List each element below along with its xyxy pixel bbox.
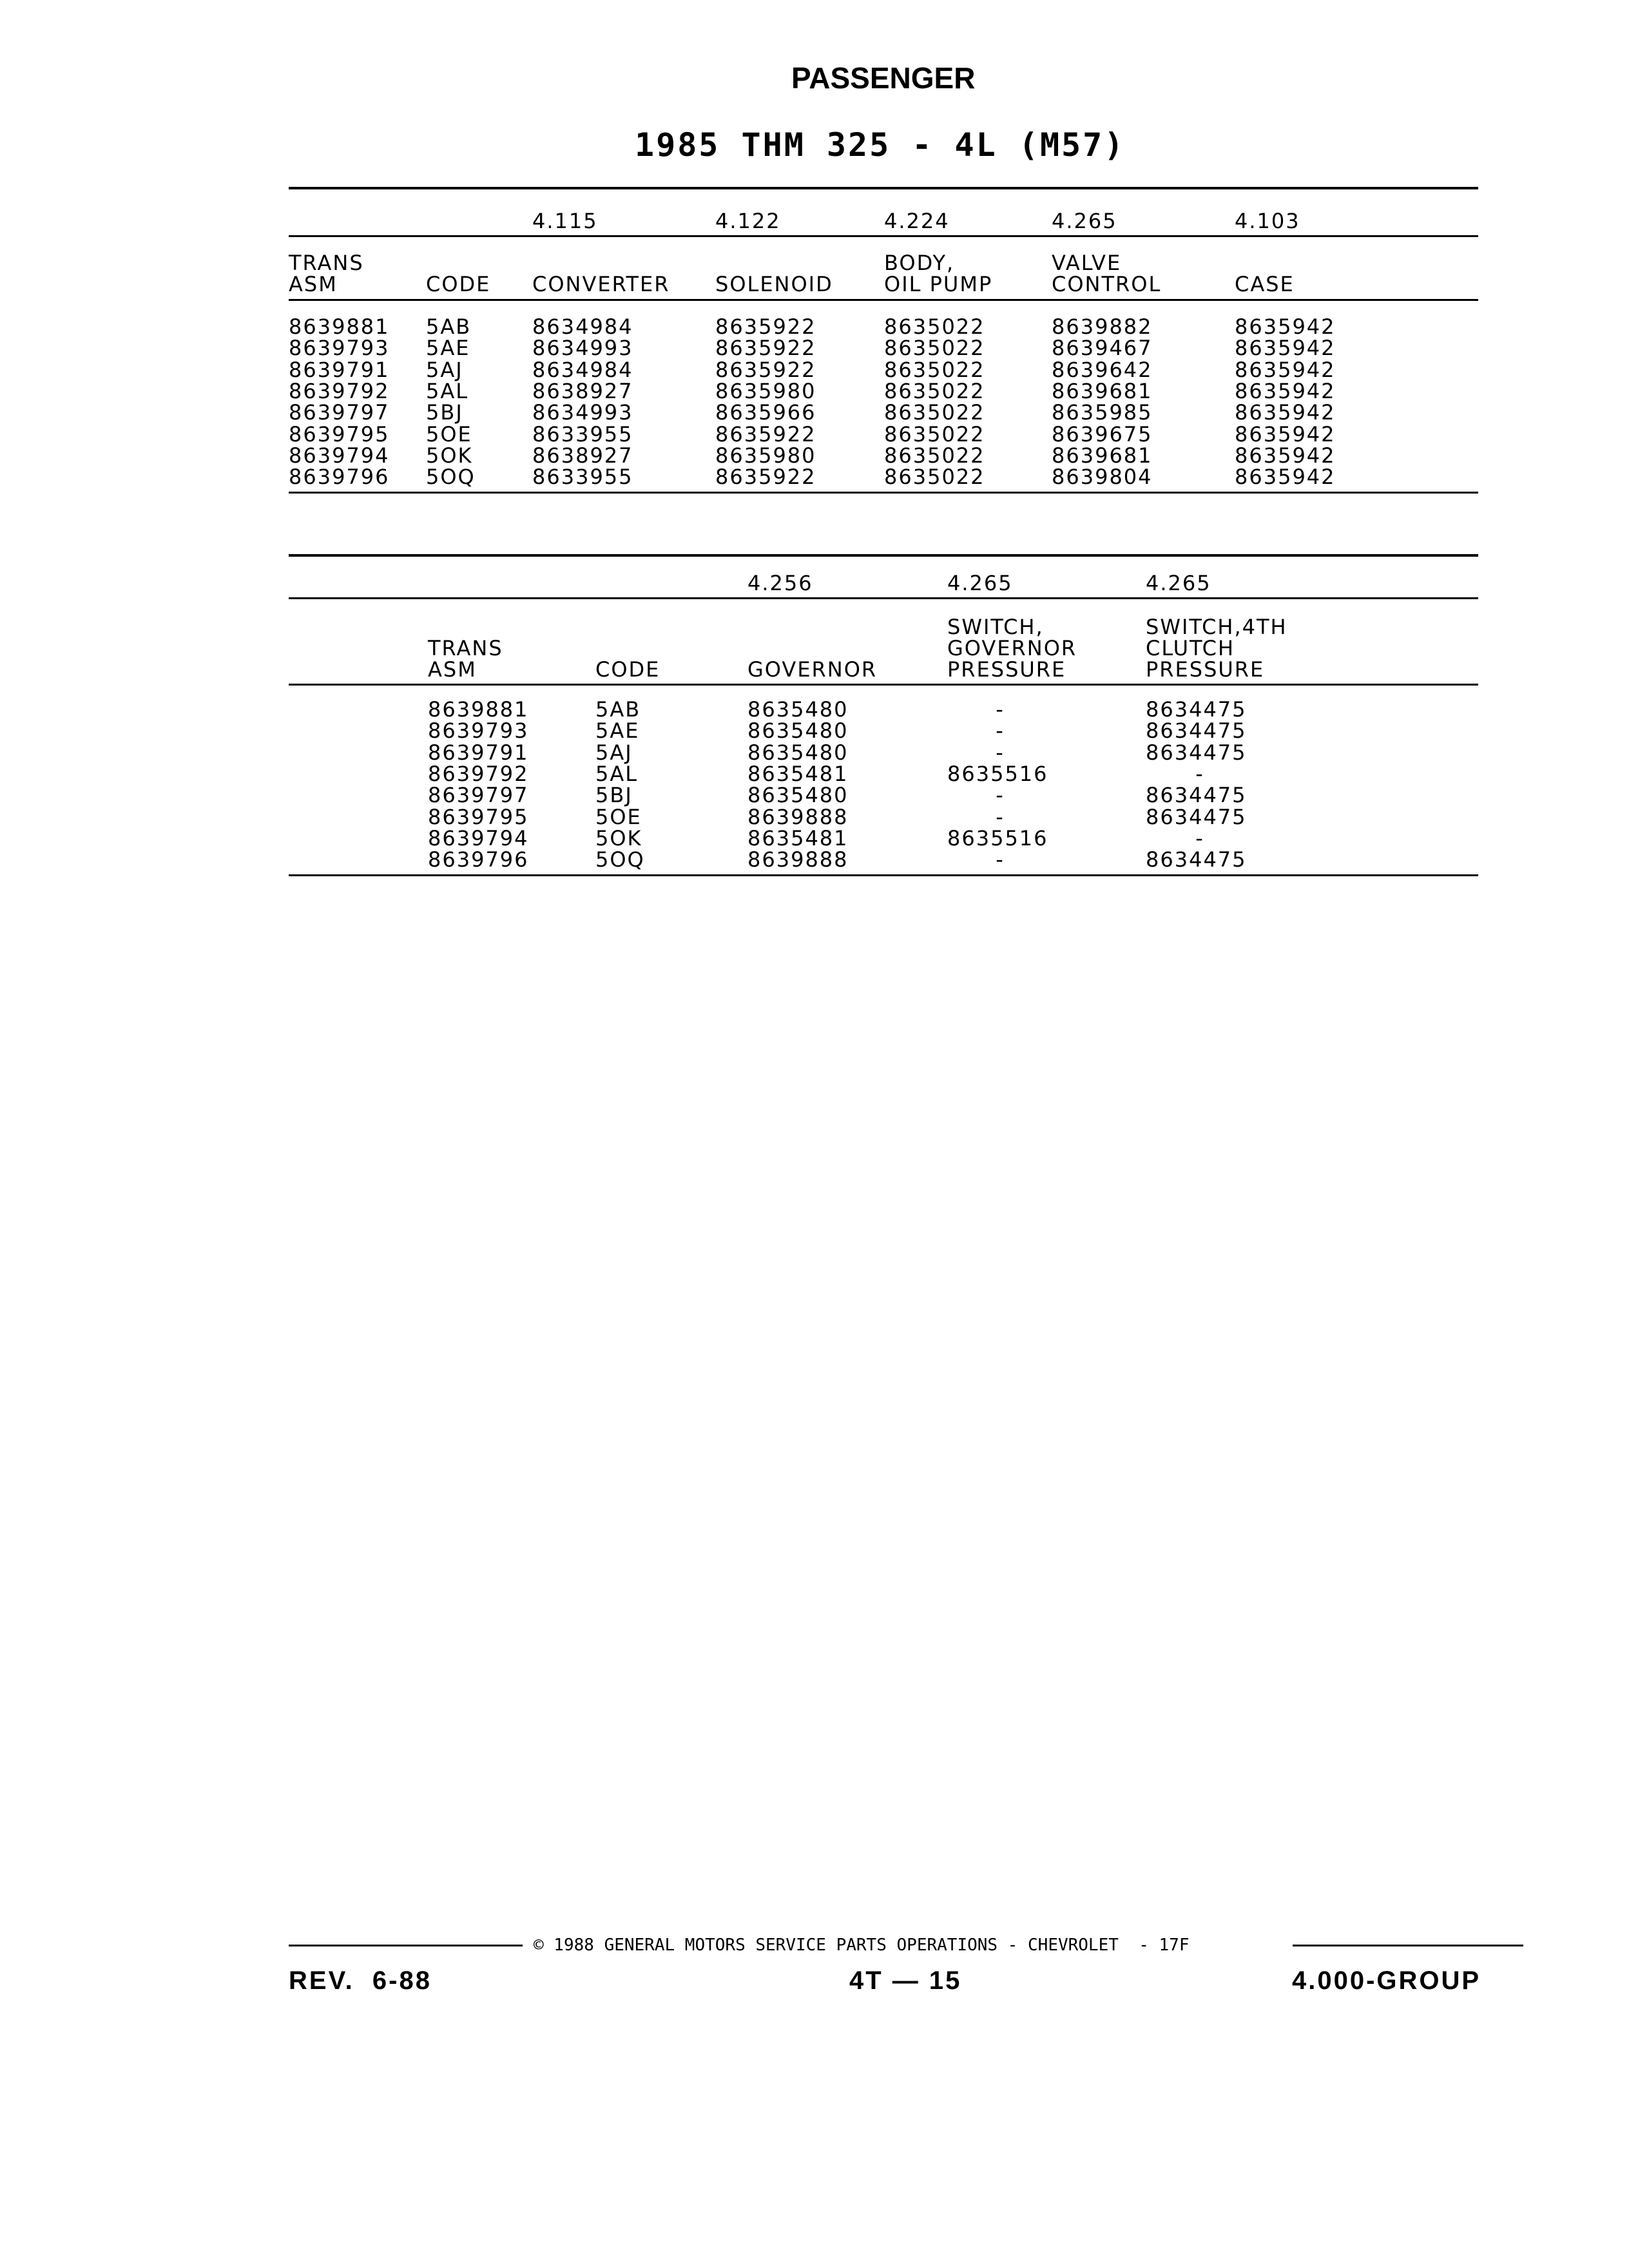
table2-cell: -	[1195, 761, 1204, 786]
table1-cell: 8635922	[715, 357, 816, 382]
table1-column-header: CONVERTER	[532, 272, 670, 296]
table2-cell: 8639791	[428, 740, 529, 765]
table1-cell: 8639795	[289, 421, 390, 447]
table1-group-number: 4.103	[1235, 209, 1300, 233]
table1-cell: 8634984	[532, 357, 633, 382]
table2-cell: 5AE	[595, 718, 640, 744]
table2-cell: 5BJ	[595, 783, 633, 808]
table2-cell: 8639888	[747, 847, 849, 872]
footer-rule-right	[1293, 1945, 1523, 1946]
table2-group-number: 4.265	[947, 571, 1013, 595]
table2-cell: 8634475	[1146, 847, 1247, 872]
table1-cell: 8635922	[715, 421, 816, 447]
table1-cell: 8635022	[884, 465, 985, 490]
table1-cell: 8634993	[532, 400, 633, 425]
table2-cell: 8634475	[1146, 783, 1247, 808]
footer-rule-left	[289, 1945, 523, 1946]
table2-cell: 8639794	[428, 825, 529, 850]
table2-cell: 8635480	[747, 783, 849, 808]
table2-column-header: GOVERNOR	[747, 657, 878, 682]
table2-cell: 5OK	[595, 825, 642, 850]
page-title: PASSENGER	[791, 61, 976, 95]
table1-cell: 5AL	[426, 378, 469, 403]
table1-top-rule	[289, 187, 1478, 189]
table1-cell: 8635022	[884, 378, 985, 403]
table2-cell: -	[1195, 825, 1204, 850]
table1-cell: 8635922	[715, 314, 816, 339]
table1-cell: 8638927	[532, 443, 633, 468]
table2-column-header: CLUTCH	[1146, 636, 1235, 660]
table2-column-header: SWITCH,	[947, 615, 1044, 639]
table1-cell: 8635942	[1235, 465, 1336, 490]
table2-cell: 8634475	[1146, 740, 1247, 765]
table1-cell: 8635022	[884, 336, 985, 361]
table2-column-header: PRESSURE	[947, 657, 1066, 682]
table2-cell: 8639795	[428, 804, 529, 829]
table1-cell: 8635942	[1235, 400, 1336, 425]
table1-cell: 8635022	[884, 314, 985, 339]
table2-group-number: 4.256	[747, 571, 813, 595]
revision-label: REV. 6-88	[289, 1966, 432, 1995]
table1-cell: 8633955	[532, 465, 633, 490]
table1-cell: 5OQ	[426, 465, 476, 490]
table2-cell: 8635516	[947, 761, 1048, 786]
table2-cell: 5AL	[595, 761, 639, 786]
table1-cell: 5AB	[426, 314, 472, 339]
table2-column-header: SWITCH,4TH	[1146, 615, 1287, 639]
table1-cell: 5AJ	[426, 357, 463, 382]
table2-cell: 8639881	[428, 697, 529, 722]
table1-cell: 8635942	[1235, 421, 1336, 447]
table1-cell: 8639794	[289, 443, 390, 468]
table2-bottom-rule	[289, 874, 1478, 876]
table1-group-number: 4.265	[1052, 209, 1117, 233]
table1-cell: 5OE	[426, 421, 472, 447]
page-subtitle: 1985 THM 325 - 4L (M57)	[635, 126, 1126, 164]
table1-cell: 8635022	[884, 357, 985, 382]
table1-cell: 8635922	[715, 465, 816, 490]
table2-column-header: ASM	[428, 657, 477, 682]
table1-cell: 8639791	[289, 357, 390, 382]
table1-cell: 8639881	[289, 314, 390, 339]
table2-cell: 8635480	[747, 718, 849, 744]
table1-column-header: SOLENOID	[715, 272, 833, 296]
table1-cell: 8635980	[715, 378, 816, 403]
table2-cell: -	[996, 783, 1005, 808]
table2-cell: 8634475	[1146, 804, 1247, 829]
table1-column-header: OIL PUMP	[884, 272, 993, 296]
table2-cell: 8635481	[747, 825, 849, 850]
table2-cell: -	[996, 718, 1005, 744]
table1-cell: 8635942	[1235, 357, 1336, 382]
table1-header-rule	[289, 299, 1478, 301]
table1-cell: 8639792	[289, 378, 390, 403]
table2-cell: 8639888	[747, 804, 849, 829]
table2-cell: -	[996, 804, 1005, 829]
table1-cell: 8635942	[1235, 336, 1336, 361]
table2-cell: 8635480	[747, 740, 849, 765]
table1-cell: 8635022	[884, 443, 985, 468]
table2-cell: 5AJ	[595, 740, 633, 765]
table2-cell: 8639796	[428, 847, 529, 872]
table2-cell: -	[996, 697, 1005, 722]
table1-cell: 8635942	[1235, 443, 1336, 468]
page-number: 4T — 15	[849, 1966, 962, 1995]
table1-cell: 8639882	[1052, 314, 1153, 339]
table1-group-rule	[289, 235, 1478, 237]
table2-cell: -	[996, 740, 1005, 765]
table2-group-number: 4.265	[1146, 571, 1211, 595]
table2-column-header: TRANS	[428, 636, 503, 660]
table1-cell: 8639675	[1052, 421, 1153, 447]
table1-group-number: 4.224	[884, 209, 950, 233]
table2-header-rule	[289, 684, 1478, 686]
table1-column-header: VALVE	[1052, 251, 1122, 275]
table2-cell: 8639792	[428, 761, 529, 786]
table1-bottom-rule	[289, 492, 1478, 494]
table2-cell: -	[996, 847, 1005, 872]
table1-cell: 5BJ	[426, 400, 463, 425]
table1-cell: 8634993	[532, 336, 633, 361]
table2-column-header: CODE	[595, 657, 660, 682]
table2-top-rule	[289, 554, 1478, 557]
table2-cell: 8639793	[428, 718, 529, 744]
table1-cell: 8635942	[1235, 378, 1336, 403]
table2-cell: 8635481	[747, 761, 849, 786]
table1-column-header: ASM	[289, 272, 338, 296]
table1-cell: 8639804	[1052, 465, 1153, 490]
table1-column-header: CASE	[1235, 272, 1295, 296]
table1-cell: 8639642	[1052, 357, 1153, 382]
table2-cell: 8634475	[1146, 718, 1247, 744]
table1-column-header: CODE	[426, 272, 491, 296]
table1-cell: 8635022	[884, 421, 985, 447]
table1-cell: 8639796	[289, 465, 390, 490]
table1-cell: 5OK	[426, 443, 473, 468]
table2-cell: 8634475	[1146, 697, 1247, 722]
table2-cell: 8639797	[428, 783, 529, 808]
table1-cell: 8635942	[1235, 314, 1336, 339]
table1-column-header: CONTROL	[1052, 272, 1162, 296]
table2-column-header: GOVERNOR	[947, 636, 1077, 660]
table1-column-header: TRANS	[289, 251, 364, 275]
table2-cell: 8635480	[747, 697, 849, 722]
table1-cell: 5AE	[426, 336, 470, 361]
table2-group-rule	[289, 597, 1478, 599]
table2-cell: 8635516	[947, 825, 1048, 850]
table1-cell: 8639793	[289, 336, 390, 361]
table2-cell: 5AB	[595, 697, 641, 722]
table2-cell: 5OQ	[595, 847, 645, 872]
table1-cell: 8639681	[1052, 378, 1153, 403]
table2-column-header: PRESSURE	[1146, 657, 1265, 682]
copyright-notice: © 1988 GENERAL MOTORS SERVICE PARTS OPERATIONS - CHEVROLET - 17F	[534, 1936, 1190, 1955]
group-label: 4.000-GROUP	[1292, 1966, 1481, 1995]
table1-cell: 8635022	[884, 400, 985, 425]
table1-cell: 8639467	[1052, 336, 1153, 361]
table1-cell: 8634984	[532, 314, 633, 339]
table1-cell: 8639681	[1052, 443, 1153, 468]
table1-cell: 8635966	[715, 400, 816, 425]
table1-cell: 8635980	[715, 443, 816, 468]
table1-column-header: BODY,	[884, 251, 955, 275]
table1-cell: 8635985	[1052, 400, 1153, 425]
table1-group-number: 4.122	[715, 209, 781, 233]
table2-cell: 5OE	[595, 804, 642, 829]
table1-cell: 8638927	[532, 378, 633, 403]
table1-group-number: 4.115	[532, 209, 598, 233]
table1-cell: 8635922	[715, 336, 816, 361]
table1-cell: 8639797	[289, 400, 390, 425]
table1-cell: 8633955	[532, 421, 633, 447]
